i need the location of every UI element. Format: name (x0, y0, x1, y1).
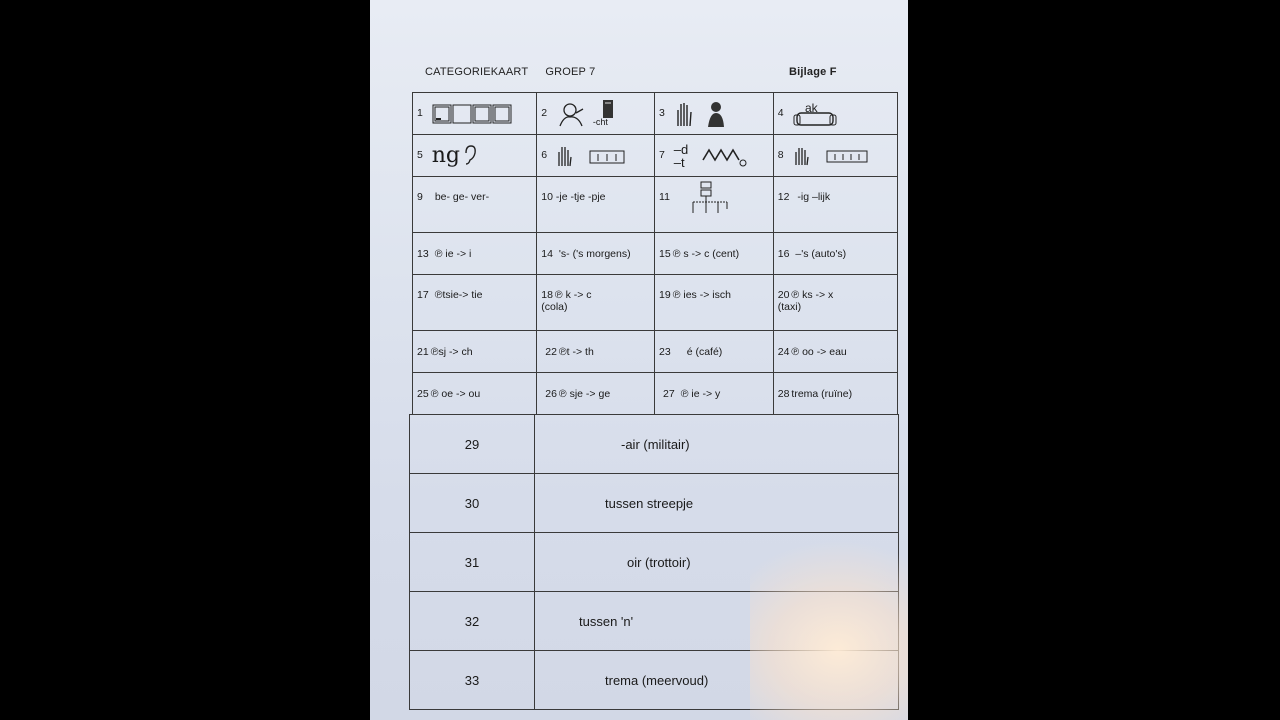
category-rows (409, 414, 899, 710)
row-number: 33 (410, 651, 535, 710)
cell-20 (773, 275, 897, 331)
cell-number: 21 (417, 345, 429, 358)
cell-text: ks -> x (taxi) (777, 289, 834, 313)
cell-text: é (café) (686, 345, 723, 358)
cell-text: sje -> ge (569, 387, 611, 400)
cell-number: 24 (777, 345, 790, 358)
row-text: tussen 'n' (535, 592, 899, 651)
ear-icon: ℗ (430, 345, 439, 358)
ear-icon: ℗ (672, 247, 681, 260)
cell-27 (655, 373, 774, 415)
cell-6 (537, 135, 655, 177)
ear-icon: ℗ (434, 247, 443, 260)
couch-with-ak-icon (793, 99, 837, 129)
cell-23 (655, 331, 774, 373)
cell-text: -ig –lijk (797, 191, 831, 203)
hand-and-figure-icon (674, 100, 730, 128)
cell-number: 26 (545, 387, 557, 400)
row-text: trema (meervoud) (535, 651, 899, 710)
cell-number: 15 (659, 247, 671, 260)
cell-number: 20 (777, 289, 790, 301)
cell-15 (655, 233, 774, 275)
cell-number: 8 (777, 149, 784, 162)
cell-18 (537, 275, 655, 331)
zigzag-icon (701, 144, 749, 168)
ear-icon: ℗ (791, 345, 800, 358)
cell-9 (413, 177, 537, 233)
cell-number: 10 (541, 191, 553, 203)
cell-11 (655, 177, 774, 233)
cell-number: 27 (663, 387, 675, 400)
cell-text: oo -> eau (802, 345, 847, 358)
row-number: 30 (410, 474, 535, 533)
ear-icon: ℗ (558, 345, 567, 358)
cell-number: 3 (659, 107, 665, 120)
cell-3 (655, 93, 774, 135)
cell-17 (413, 275, 537, 331)
cell-number: 13 (417, 247, 429, 260)
ear-icon: ℗ (554, 289, 563, 301)
cell-number: 11 (659, 191, 670, 203)
cell-number: 5 (417, 149, 423, 162)
cell-12 (773, 177, 897, 233)
cell-text: ie -> y (691, 387, 721, 400)
cell-number: 4 (777, 107, 784, 120)
ear-icon: ℗ (430, 387, 439, 400)
table-row (410, 415, 899, 474)
cell-number: 12 (777, 191, 790, 203)
cell-5 (413, 135, 537, 177)
appendix-label: Bijlage F (789, 66, 837, 78)
cell-number: 7 (659, 149, 665, 162)
table-row (410, 651, 899, 710)
ear-icon: ℗ (434, 289, 443, 301)
cell-text: k -> c (cola) (541, 289, 592, 313)
cell-number: 16 (777, 247, 790, 260)
document-header (425, 66, 595, 78)
row-number: 32 (410, 592, 535, 651)
cell-4 (773, 93, 897, 135)
cell-8 (773, 135, 897, 177)
cell-14 (537, 233, 655, 275)
ear-icon: ℗ (791, 289, 800, 301)
cell-text: –'s (auto's) (795, 247, 847, 260)
cell-text: ies -> isch (683, 289, 731, 301)
table-row (410, 474, 899, 533)
cell-26 (537, 373, 655, 415)
row-text: -air (militair) (535, 415, 899, 474)
cell-text: 's- ('s morgens) (558, 247, 631, 260)
cell-number: 1 (417, 107, 423, 120)
row-number: 29 (410, 415, 535, 474)
row-text: oir (trottoir) (535, 533, 899, 592)
cell-text: -je -tje -pje (555, 191, 606, 203)
ear-icon: ℗ (680, 387, 689, 400)
cell-text: tsie-> tie (442, 289, 483, 301)
cell-text: oe -> ou (441, 387, 481, 400)
cell-2 (537, 93, 655, 135)
ear-icon: ℗ (558, 387, 567, 400)
cell-number: 18 (541, 289, 553, 301)
ear-icon: ℗ (672, 289, 681, 301)
cell-text: –d –t (673, 141, 689, 170)
cell-1 (413, 93, 537, 135)
cell-number: 2 (541, 107, 548, 120)
cell-28 (773, 373, 897, 415)
cell-number: 25 (417, 387, 429, 400)
cell-text: t -> th (566, 345, 594, 358)
cell-25 (413, 373, 537, 415)
cell-22 (537, 331, 655, 373)
row-number: 31 (410, 533, 535, 592)
cell-16 (773, 233, 897, 275)
hand-four-boxes-icon (793, 145, 873, 167)
cell-text: trema (ruïne) (791, 387, 853, 400)
category-grid (412, 92, 898, 415)
cell-text: be- ge- ver- (434, 191, 490, 203)
cell-number: 28 (777, 387, 790, 400)
cell-number: 17 (417, 289, 429, 301)
cell-number: 6 (541, 149, 548, 162)
door-icon (601, 99, 615, 119)
cell-24 (773, 331, 897, 373)
hand-three-boxes-icon (556, 144, 628, 168)
cell-10 (537, 177, 655, 233)
cell-19 (655, 275, 774, 331)
cell-13 (413, 233, 537, 275)
cell-number: 9 (417, 191, 423, 203)
cell-7 (655, 135, 774, 177)
svg-text:ak: ak (804, 100, 818, 115)
document-page (370, 0, 908, 720)
cell-21 (413, 331, 537, 373)
table-row (410, 592, 899, 651)
cell-number: 23 (659, 345, 671, 358)
row-text: tussen streepje (535, 474, 899, 533)
ear-icon (463, 145, 477, 167)
tree-diagram-icon (687, 181, 733, 221)
cell-text: s -> c (cent) (683, 247, 740, 260)
cell-text: ie -> i (445, 247, 472, 260)
letter-boxes-icon (432, 104, 512, 124)
cell-number: 14 (541, 247, 553, 260)
cell-number: 22 (545, 345, 557, 358)
cell-text: sj -> ch (438, 345, 473, 358)
cell-text: ng (431, 143, 461, 168)
person-thinking-icon (556, 101, 590, 127)
cell-text: -cht (592, 116, 608, 127)
table-row (410, 533, 899, 592)
group-label: GROEP 7 (545, 66, 596, 78)
document-title: CATEGORIEKAART (425, 66, 529, 78)
cell-number: 19 (659, 289, 671, 301)
